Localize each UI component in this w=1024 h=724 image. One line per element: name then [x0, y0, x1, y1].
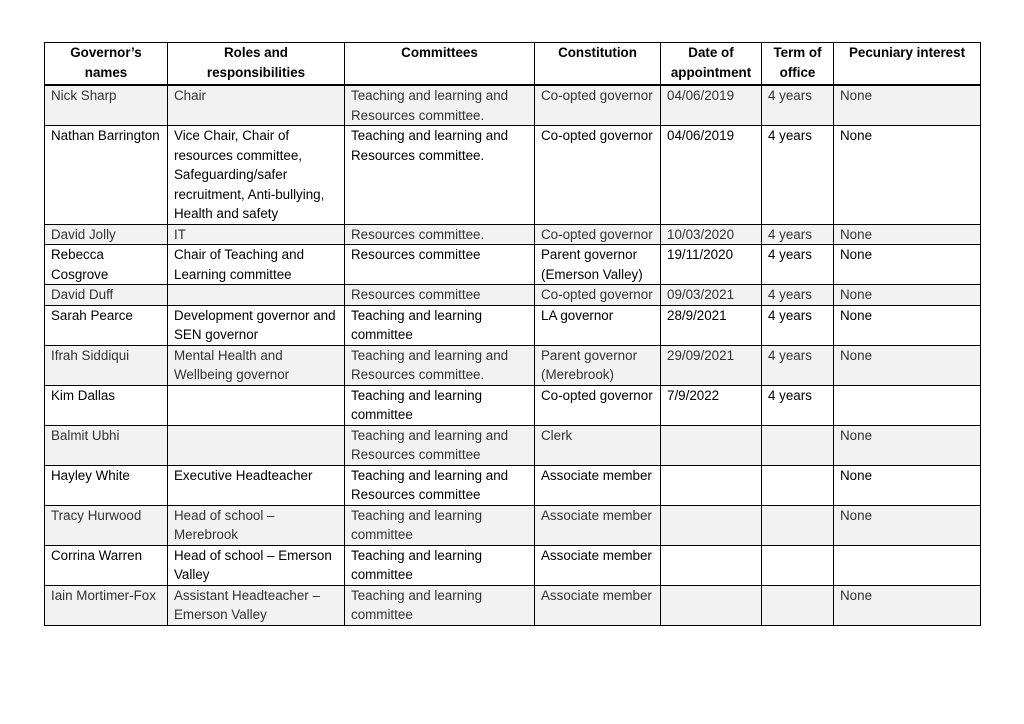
- cell-date: 10/03/2020: [661, 224, 762, 245]
- cell-name: Iain Mortimer-Fox: [45, 585, 168, 625]
- cell-date: 19/11/2020: [661, 245, 762, 285]
- table-row: [45, 305, 981, 345]
- cell-constitution: Parent governor (Merebrook): [535, 345, 661, 385]
- cell-date: [661, 505, 762, 545]
- cell-roles: Vice Chair, Chair of resources committee, Safeguarding/safer recruitment, Anti-bullying, Health and safety: [168, 126, 345, 225]
- cell-term: [762, 425, 834, 465]
- cell-roles: [168, 385, 345, 425]
- cell-roles: Chair of Teaching and Learning committee: [168, 245, 345, 285]
- cell-date: 04/06/2019: [661, 85, 762, 126]
- cell-date: [661, 465, 762, 505]
- cell-date: 28/9/2021: [661, 305, 762, 345]
- cell-constitution: Co-opted governor: [535, 385, 661, 425]
- governors-table: [44, 42, 981, 626]
- table-header: [45, 43, 981, 86]
- cell-date: 7/9/2022: [661, 385, 762, 425]
- cell-constitution: Clerk: [535, 425, 661, 465]
- header-governor-names: Governor’s names: [45, 43, 168, 86]
- cell-committees: Resources committee.: [345, 224, 535, 245]
- cell-roles: Mental Health and Wellbeing governor: [168, 345, 345, 385]
- cell-committees: Teaching and learning and Resources committee.: [345, 345, 535, 385]
- cell-roles: Development governor and SEN governor: [168, 305, 345, 345]
- cell-name: Tracy Hurwood: [45, 505, 168, 545]
- cell-pecuniary: None: [834, 345, 981, 385]
- cell-date: [661, 425, 762, 465]
- cell-roles: IT: [168, 224, 345, 245]
- header-committees: Committees: [345, 43, 535, 86]
- cell-pecuniary: None: [834, 285, 981, 306]
- cell-committees: Teaching and learning and Resources committee: [345, 425, 535, 465]
- cell-name: Kim Dallas: [45, 385, 168, 425]
- cell-name: Ifrah Siddiqui: [45, 345, 168, 385]
- cell-term: 4 years: [762, 224, 834, 245]
- cell-term: [762, 585, 834, 625]
- cell-pecuniary: None: [834, 245, 981, 285]
- cell-pecuniary: [834, 545, 981, 585]
- cell-pecuniary: [834, 385, 981, 425]
- cell-constitution: Associate member: [535, 465, 661, 505]
- cell-term: 4 years: [762, 285, 834, 306]
- table-row: [45, 465, 981, 505]
- cell-pecuniary: None: [834, 465, 981, 505]
- cell-term: 4 years: [762, 385, 834, 425]
- table-row: [45, 245, 981, 285]
- cell-name: Nick Sharp: [45, 85, 168, 126]
- cell-pecuniary: None: [834, 126, 981, 225]
- cell-constitution: Co-opted governor: [535, 85, 661, 126]
- cell-committees: Teaching and learning committee: [345, 545, 535, 585]
- cell-constitution: LA governor: [535, 305, 661, 345]
- cell-pecuniary: None: [834, 305, 981, 345]
- cell-term: 4 years: [762, 305, 834, 345]
- cell-term: 4 years: [762, 245, 834, 285]
- cell-roles: [168, 285, 345, 306]
- cell-name: Hayley White: [45, 465, 168, 505]
- table-row: [45, 85, 981, 126]
- cell-constitution: Co-opted governor: [535, 285, 661, 306]
- cell-committees: Teaching and learning committee: [345, 585, 535, 625]
- cell-constitution: Parent governor (Emerson Valley): [535, 245, 661, 285]
- cell-pecuniary: None: [834, 505, 981, 545]
- cell-roles: Chair: [168, 85, 345, 126]
- header-pecuniary-interest: Pecuniary interest: [834, 43, 981, 86]
- cell-term: 4 years: [762, 85, 834, 126]
- cell-date: [661, 545, 762, 585]
- cell-pecuniary: None: [834, 224, 981, 245]
- cell-name: Sarah Pearce: [45, 305, 168, 345]
- cell-term: [762, 545, 834, 585]
- cell-roles: Head of school – Emerson Valley: [168, 545, 345, 585]
- cell-constitution: Co-opted governor: [535, 224, 661, 245]
- cell-pecuniary: None: [834, 425, 981, 465]
- cell-committees: Teaching and learning and Resources committee: [345, 465, 535, 505]
- cell-committees: Teaching and learning and Resources committee.: [345, 85, 535, 126]
- table-row: [45, 224, 981, 245]
- cell-roles: Head of school – Merebrook: [168, 505, 345, 545]
- table-body: [45, 85, 981, 625]
- header-term-of-office: Term of office: [762, 43, 834, 86]
- cell-roles: Assistant Headteacher – Emerson Valley: [168, 585, 345, 625]
- cell-name: David Duff: [45, 285, 168, 306]
- cell-committees: Teaching and learning committee: [345, 385, 535, 425]
- cell-term: [762, 505, 834, 545]
- cell-constitution: Associate member: [535, 545, 661, 585]
- cell-date: 29/09/2021: [661, 345, 762, 385]
- header-row: [45, 43, 981, 86]
- cell-constitution: Associate member: [535, 505, 661, 545]
- cell-term: 4 years: [762, 345, 834, 385]
- cell-committees: Resources committee: [345, 245, 535, 285]
- cell-committees: Resources committee: [345, 285, 535, 306]
- table-row: [45, 385, 981, 425]
- cell-date: 09/03/2021: [661, 285, 762, 306]
- cell-name: Balmit Ubhi: [45, 425, 168, 465]
- cell-constitution: Co-opted governor: [535, 126, 661, 225]
- document-page: [44, 42, 980, 626]
- cell-date: [661, 585, 762, 625]
- table-row: [45, 425, 981, 465]
- cell-pecuniary: None: [834, 85, 981, 126]
- cell-roles: Executive Headteacher: [168, 465, 345, 505]
- table-row: [45, 505, 981, 545]
- cell-term: [762, 465, 834, 505]
- header-roles: Roles and responsibilities: [168, 43, 345, 86]
- cell-pecuniary: None: [834, 585, 981, 625]
- cell-term: 4 years: [762, 126, 834, 225]
- cell-constitution: Associate member: [535, 585, 661, 625]
- cell-name: Rebecca Cosgrove: [45, 245, 168, 285]
- cell-name: David Jolly: [45, 224, 168, 245]
- cell-roles: [168, 425, 345, 465]
- table-row: [45, 585, 981, 625]
- table-row: [45, 545, 981, 585]
- header-date-of-appointment: Date of appointment: [661, 43, 762, 86]
- cell-committees: Teaching and learning committee: [345, 305, 535, 345]
- table-row: [45, 285, 981, 306]
- header-constitution: Constitution: [535, 43, 661, 86]
- cell-date: 04/06/2019: [661, 126, 762, 225]
- cell-name: Corrina Warren: [45, 545, 168, 585]
- cell-name: Nathan Barrington: [45, 126, 168, 225]
- cell-committees: Teaching and learning committee: [345, 505, 535, 545]
- table-row: [45, 345, 981, 385]
- cell-committees: Teaching and learning and Resources committee.: [345, 126, 535, 225]
- table-row: [45, 126, 981, 225]
